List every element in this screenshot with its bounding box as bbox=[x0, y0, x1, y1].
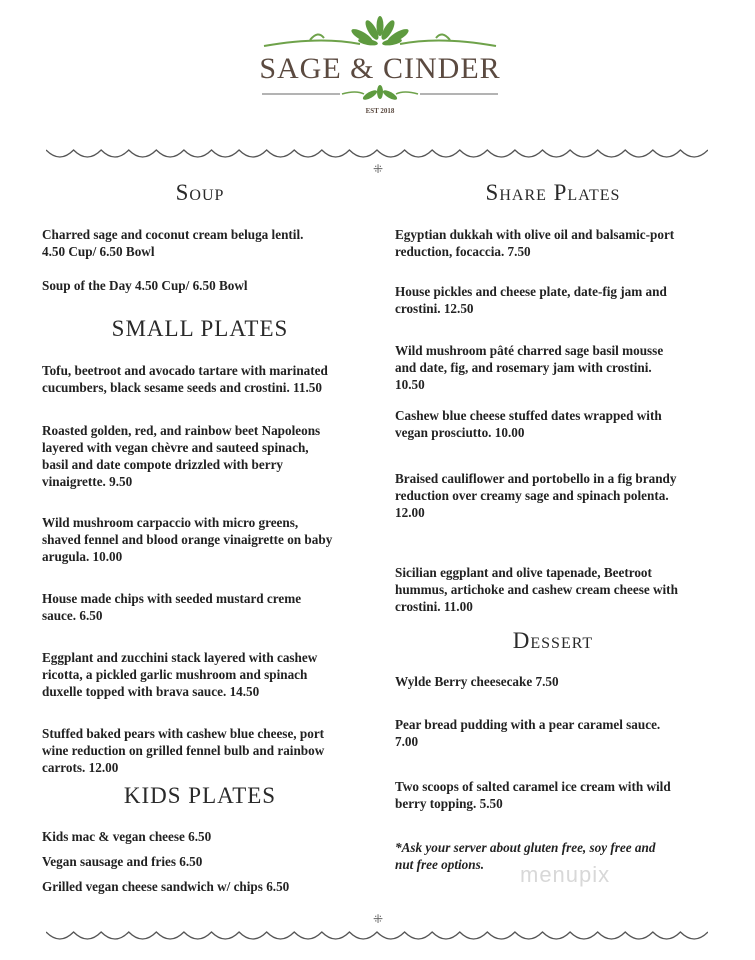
menu-item-line: Kids mac & vegan cheese 6.50 bbox=[42, 829, 212, 844]
menu-item bbox=[395, 470, 676, 521]
menu-item bbox=[395, 226, 674, 260]
menu-item bbox=[395, 342, 663, 393]
menu-item bbox=[42, 853, 202, 870]
asterisk-ornament-icon: ⁜ bbox=[373, 162, 384, 176]
section-heading: Dessert bbox=[512, 628, 594, 653]
note-line: nut free options. bbox=[395, 857, 485, 872]
menu-item-line: 12.00 bbox=[395, 505, 425, 520]
menu-item-line: Wild mushroom pâté charred sage basil mousse bbox=[395, 343, 664, 358]
menu-item-line: cucumbers, black sesame seeds and crostini. 11.50 bbox=[42, 380, 322, 395]
menu-item-line: Wild mushroom carpaccio with micro greens, bbox=[42, 515, 299, 530]
menu-item-line: vinaigrette. 9.50 bbox=[42, 474, 133, 489]
menu-item bbox=[395, 673, 559, 690]
menu-item-line: 7.00 bbox=[395, 734, 419, 749]
menu-item-line: Cashew blue cheese stuffed dates wrapped with bbox=[395, 408, 662, 423]
menu-item-line: Braised cauliflower and portobello in a fig brandy bbox=[395, 471, 677, 486]
menu-item-line: Tofu, beetroot and avocado tartare with marinated bbox=[42, 363, 328, 378]
menu-item bbox=[42, 649, 317, 700]
menu-item-line: and date, fig, and rosemary jam with crostini. bbox=[395, 360, 652, 375]
menu-item bbox=[395, 283, 667, 317]
menu-item-line: sauce. 6.50 bbox=[42, 608, 103, 623]
menu-item-line: Grilled vegan cheese sandwich w/ chips 6.50 bbox=[42, 879, 290, 894]
menu-item-line: Two scoops of salted caramel ice cream with wild bbox=[395, 779, 671, 794]
menu-item-line: duxelle topped with brava sauce. 14.50 bbox=[42, 684, 260, 699]
menu-item bbox=[395, 716, 660, 750]
logo bbox=[250, 14, 510, 124]
menu-item-line: Stuffed baked pears with cashew blue cheese, port bbox=[42, 726, 325, 741]
scallop-line bbox=[46, 150, 708, 157]
section-heading: Share Plates bbox=[485, 180, 621, 205]
menu-item-line: carrots. 12.00 bbox=[42, 760, 119, 775]
menu-item bbox=[42, 725, 324, 776]
menu-item-line: wine reduction on grilled fennel bulb and rainbow bbox=[42, 743, 325, 758]
menu-item-line: vegan prosciutto. 10.00 bbox=[395, 425, 525, 440]
menu-item bbox=[395, 407, 662, 441]
menu-item-line: Charred sage and coconut cream beluga lentil. bbox=[42, 227, 304, 242]
menu-item-line: basil and date compote drizzled with berry bbox=[42, 457, 284, 472]
menu-item bbox=[42, 422, 320, 490]
menu-item-line: Egyptian dukkah with olive oil and balsamic-port bbox=[395, 227, 675, 242]
menu-item bbox=[42, 277, 248, 294]
menu-item-line: 10.50 bbox=[395, 377, 425, 392]
menu-item-line: ricotta, a pickled garlic mushroom and spinach bbox=[42, 667, 308, 682]
menu-item bbox=[395, 778, 671, 812]
scallop-line bbox=[46, 932, 708, 939]
menu-item-line: reduction over creamy sage and spinach polenta. bbox=[395, 488, 669, 503]
menu-item-line: Roasted golden, red, and rainbow beet Napoleons bbox=[42, 423, 321, 438]
menu-item-line: House pickles and cheese plate, date-fig jam and bbox=[395, 284, 667, 299]
menu-item-line: crostini. 11.00 bbox=[395, 599, 473, 614]
watermark: menupix bbox=[520, 862, 611, 887]
menu-item-line: Wylde Berry cheesecake 7.50 bbox=[395, 674, 559, 689]
menu-item-line: arugula. 10.00 bbox=[42, 549, 123, 564]
section-heading: SMALL PLATES bbox=[111, 316, 289, 341]
menu-item-line: Vegan sausage and fries 6.50 bbox=[42, 854, 203, 869]
menu-item-line: hummus, artichoke and cashew cream cheese with bbox=[395, 582, 678, 597]
menu-item-line: berry topping. 5.50 bbox=[395, 796, 503, 811]
menu-item bbox=[42, 226, 303, 260]
menu-item-line: crostini. 12.50 bbox=[395, 301, 474, 316]
menu-item-line: shaved fennel and blood orange vinaigrette on baby bbox=[42, 532, 333, 547]
scalloped-border-bottom bbox=[46, 926, 708, 950]
menu-item bbox=[42, 828, 211, 845]
menu-item-line: layered with vegan chèvre and sauteed spinach, bbox=[42, 440, 309, 455]
menu-item bbox=[42, 514, 332, 565]
asterisk-ornament-icon: ⁜ bbox=[373, 912, 384, 926]
menu-item-line: Eggplant and zucchini stack layered with cashew bbox=[42, 650, 318, 665]
menu-item-line: 4.50 Cup/ 6.50 Bowl bbox=[42, 244, 155, 259]
section-heading: Soup bbox=[175, 180, 225, 205]
menu-item-line: reduction, focaccia. 7.50 bbox=[395, 244, 531, 259]
menu-item bbox=[395, 564, 678, 615]
section-heading: KIDS PLATES bbox=[123, 783, 277, 808]
menu-item-line: Soup of the Day 4.50 Cup/ 6.50 Bowl bbox=[42, 278, 248, 293]
menu-item bbox=[42, 878, 289, 895]
restaurant-name: SAGE & CINDER bbox=[259, 52, 501, 85]
menu-item bbox=[42, 590, 301, 624]
menu-item-line: Pear bread pudding with a pear caramel sauce. bbox=[395, 717, 661, 732]
note-line: *Ask your server about gluten free, soy free and bbox=[395, 840, 656, 855]
menu-item-line: House made chips with seeded mustard creme bbox=[42, 591, 302, 606]
menu-item-line: Sicilian eggplant and olive tapenade, Beetroot bbox=[395, 565, 652, 580]
menu-item bbox=[42, 362, 328, 396]
established-year: EST 2018 bbox=[365, 107, 395, 115]
